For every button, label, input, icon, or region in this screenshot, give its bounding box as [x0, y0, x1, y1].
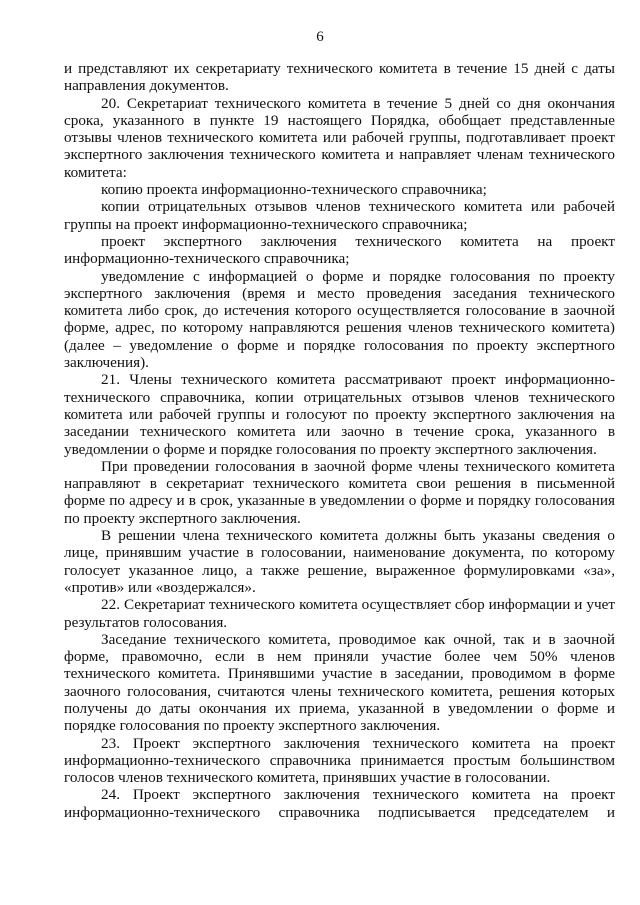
paragraph-item-24: 24. Проект экспертного заключения технического комитета на проект информационно-технического справочника подписывается председателем и	[64, 786, 615, 821]
list-item-draft-conclusion: проект экспертного заключения технического комитета на проект информационно-технического справочника;	[64, 232, 615, 268]
paragraph-meeting-quorum: Заседание технического комитета, проводимое как очной, так и в заочной форме, правомочно, если в нем приняли участие более чем 50% членов технического комитета. Принявшими участие в заседании, проводимом в форме заочного голосования, считаются члены технического комитета, решения которых получены до даты окончания их приема, указанной в уведомлении о форме и порядке голосования по проекту экспертного заключения.	[64, 630, 615, 735]
paragraph-item-21: 21. Члены технического комитета рассматривают проект информационно-технического справочника, копии отрицательных отзывов членов технического комитета или рабочей группы и голосуют по проекту экспертного заключения на заседании технического комитета или заочно в течение срока, указанного в уведомлении о форме и порядке голосования по проекту экспертного заключения.	[64, 371, 615, 458]
page-number: 6	[316, 29, 324, 45]
paragraph-item-20: 20. Секретариат технического комитета в течение 5 дней со дня окончания срока, указанного в пункте 19 настоящего Порядка, обобщает представленные отзывы членов технического комитета или рабочей группы, подготавливает проект экспертного заключения технического комитета и направляет членам технического комитета:	[64, 94, 615, 181]
paragraph-member-decision: В решении члена технического комитета должны быть указаны сведения о лице, принявшим участие в голосовании, наименование документа, по которому голосует указанное лицо, а также решение, выраженное формулировками «за», «против» или «воздержался».	[64, 527, 615, 596]
paragraph-item-23: 23. Проект экспертного заключения технического комитета на проект информационно-технического справочника принимается простым большинством голосов членов технического комитета, принявших участие в голосовании.	[64, 734, 615, 787]
document-body	[64, 60, 615, 821]
paragraph-absentee-voting: При проведении голосования в заочной форме члены технического комитета направляют в секретариат технического комитета свои решения в письменной форме по адресу и в срок, указанные в уведомлении о форме и порядку голосования по проекту экспертного заключения.	[64, 457, 615, 527]
paragraph-item-22: 22. Секретариат технического комитета осуществляет сбор информации и учет результатов голосования.	[64, 596, 615, 631]
paragraph-continuation: и представляют их секретариату технического комитета в течение 15 дней с даты направления документов.	[64, 60, 615, 95]
list-item-negative-reviews: копии отрицательных отзывов членов технического комитета или рабочей группы на проект информационно-технического справочника;	[64, 198, 615, 233]
list-item-copy-of-draft: копию проекта информационно-технического справочника;	[101, 181, 487, 199]
list-item-voting-notice: уведомление с информацией о форме и порядке голосования по проекту экспертного заключения (время и место проведения заседания технического комитета либо срок, до истечения которого осуществляется голосование в заочной форме, адрес, по которому направляются решения членов технического комитета) (далее – уведомление о форме и порядке голосования по проекту экспертного заключения).	[64, 267, 615, 372]
